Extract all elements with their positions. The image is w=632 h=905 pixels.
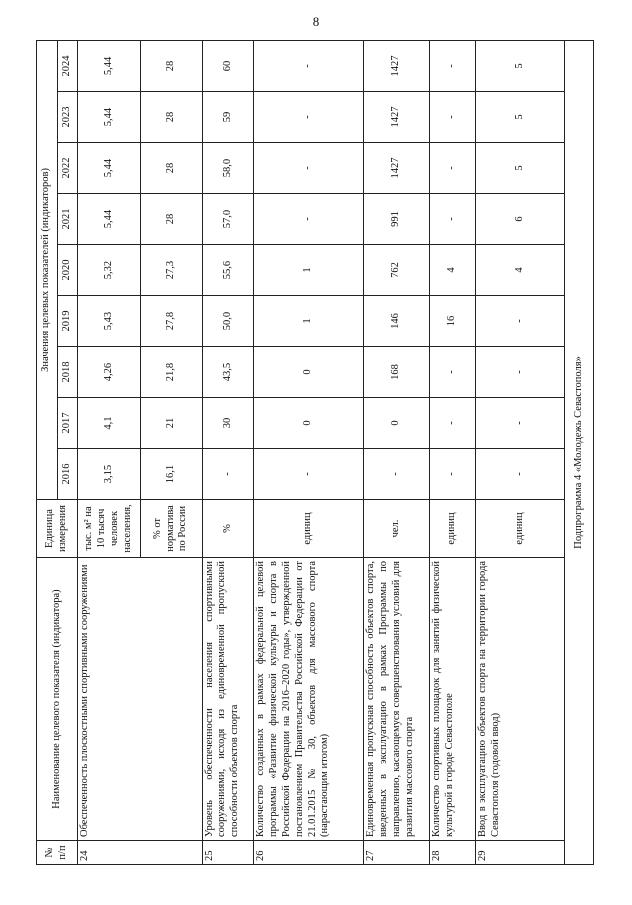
row-unit: единиц: [430, 500, 476, 558]
year-cell: 2018: [57, 347, 78, 398]
row-num: 29: [475, 841, 564, 865]
row-value: 991: [364, 194, 430, 245]
row-value: -: [254, 143, 364, 194]
year-cell: 2022: [57, 143, 78, 194]
row-value: 16,1: [140, 449, 202, 500]
row-value: 5: [475, 92, 564, 143]
row-value: -: [475, 449, 564, 500]
row-num: 26: [254, 841, 364, 865]
row-unit: чел.: [364, 500, 430, 558]
row-value: 0: [364, 398, 430, 449]
row-value: -: [475, 347, 564, 398]
subprogram-title: Подпрограмма 4 «Молодежь Севастополя»: [564, 40, 593, 864]
table-row: [78, 40, 140, 864]
row-value: -: [430, 347, 476, 398]
year-cell: 2021: [57, 194, 78, 245]
year-cell: 2019: [57, 296, 78, 347]
table-row: [475, 40, 564, 864]
year-cell: 2016: [57, 449, 78, 500]
row-value: 1: [254, 245, 364, 296]
row-value: 27,3: [140, 245, 202, 296]
row-value: 5,32: [78, 245, 140, 296]
row-value: 1: [254, 296, 364, 347]
row-value: 5,44: [78, 194, 140, 245]
row-value: 4,26: [78, 347, 140, 398]
row-value: 5,44: [78, 92, 140, 143]
row-name: Количество спортивных площадок для занятий физической культурой в городе Севастополе: [430, 558, 476, 841]
row-value: -: [254, 92, 364, 143]
row-num: 28: [430, 841, 476, 865]
year-cell: 2020: [57, 245, 78, 296]
year-cell: 2023: [57, 92, 78, 143]
row-value: 55,6: [202, 245, 254, 296]
row-name: Количество созданных в рамках федеральной целевой программы «Развитие физической культуры и спорта в Российской Федерации на 2016–2020 годы», утвержденной постановлением Правительства Российской Федерации от 21.01.2015 № 30, объектов для массового спорта (нарастающим итогом): [254, 558, 364, 841]
year-cell: 2017: [57, 398, 78, 449]
row-unit: тыс. м² на 10 тысяч человек населения,: [78, 500, 140, 558]
table-row: [430, 40, 476, 864]
row-value: 1427: [364, 92, 430, 143]
header-name: Наименование целевого показателя (индикатора): [37, 558, 78, 841]
row-value: -: [430, 40, 476, 91]
row-value: -: [430, 92, 476, 143]
row-value: -: [430, 143, 476, 194]
row-name: Обеспеченность плоскостными спортивными сооружениями: [78, 558, 202, 841]
row-value: -: [430, 398, 476, 449]
row-unit: единиц: [475, 500, 564, 558]
year-cell: 2024: [57, 40, 78, 91]
row-value: 4: [430, 245, 476, 296]
row-value: 30: [202, 398, 254, 449]
row-value: 5: [475, 40, 564, 91]
row-value: 5,44: [78, 143, 140, 194]
row-unit: %: [202, 500, 254, 558]
page-number: 8: [312, 14, 320, 29]
row-value: 60: [202, 40, 254, 91]
row-value: -: [254, 40, 364, 91]
row-value: -: [475, 296, 564, 347]
row-value: -: [254, 449, 364, 500]
row-value: 146: [364, 296, 430, 347]
row-value: -: [430, 194, 476, 245]
row-value: 28: [140, 194, 202, 245]
row-value: 0: [254, 398, 364, 449]
row-value: -: [475, 398, 564, 449]
row-num: 24: [78, 841, 202, 865]
row-name: Уровень обеспеченности населения спортивными сооружениями, исходя из единовременной пропускной способности объектов спорта: [202, 558, 254, 841]
row-name: Ввод в эксплуатацию объектов спорта на территории города Севастополя (годовой ввод): [475, 558, 564, 841]
row-value: 6: [475, 194, 564, 245]
row-value: 762: [364, 245, 430, 296]
row-value: 58,0: [202, 143, 254, 194]
row-value: -: [430, 449, 476, 500]
row-value: -: [202, 449, 254, 500]
row-value: 21: [140, 398, 202, 449]
row-value: 27,8: [140, 296, 202, 347]
row-num: 27: [364, 841, 430, 865]
indicators-table: [36, 40, 594, 865]
row-name: Единовременная пропускная способность объектов спорта, введенных в эксплуатацию в рамках Программы по направлению, касающемуся совершенствования условий для развития массового спорта: [364, 558, 430, 841]
row-unit: единиц: [254, 500, 364, 558]
table-row: [254, 40, 364, 864]
row-value: -: [254, 194, 364, 245]
row-value: 57,0: [202, 194, 254, 245]
header-num: № п/п: [37, 841, 78, 865]
row-value: 3,15: [78, 449, 140, 500]
row-value: 5,44: [78, 40, 140, 91]
row-value: 50,0: [202, 296, 254, 347]
row-value: -: [364, 449, 430, 500]
row-value: 28: [140, 92, 202, 143]
row-value: 5,43: [78, 296, 140, 347]
subprogram-row: [564, 40, 593, 864]
row-value: 0: [254, 347, 364, 398]
rotated-table-wrapper: [36, 40, 594, 865]
row-value: 28: [140, 143, 202, 194]
row-value: 4: [475, 245, 564, 296]
row-value: 59: [202, 92, 254, 143]
header-values: Значения целевых показателей (индикаторов): [37, 40, 58, 499]
row-value: 168: [364, 347, 430, 398]
row-value: 28: [140, 40, 202, 91]
row-unit: % от норматива по России: [140, 500, 202, 558]
row-value: 16: [430, 296, 476, 347]
row-value: 5: [475, 143, 564, 194]
table-row: [364, 40, 430, 864]
row-value: 1427: [364, 143, 430, 194]
row-value: 21,8: [140, 347, 202, 398]
row-value: 4,1: [78, 398, 140, 449]
row-value: 43,5: [202, 347, 254, 398]
row-value: 1427: [364, 40, 430, 91]
table-row: [202, 40, 254, 864]
header-unit: Единица измерения: [37, 500, 78, 558]
row-num: 25: [202, 841, 254, 865]
